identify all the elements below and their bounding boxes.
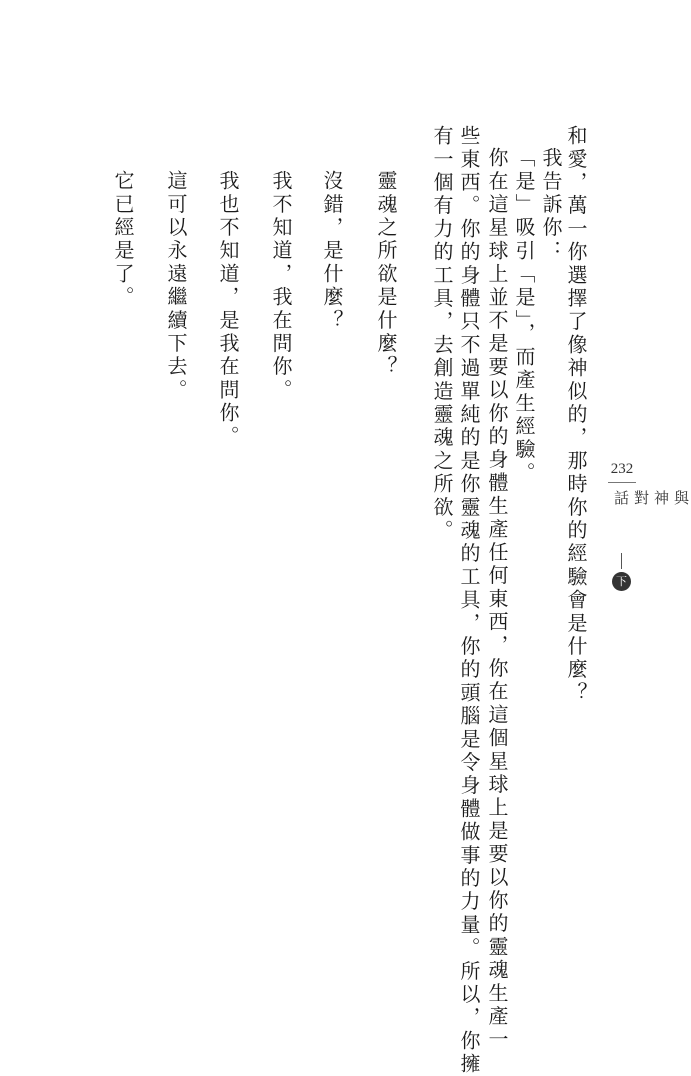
- title-separator: [621, 553, 622, 569]
- text-line-9: 我不知道，我在問你。: [269, 170, 293, 402]
- text-line-1: 和愛，萬一你選擇了像神似的，那時你的經驗會是什麼？: [564, 125, 588, 705]
- text-line-8: 沒錯，是什麼？: [320, 170, 344, 333]
- text-line-5: 些東西。你的身體只不過單純的是你靈魂的工具，你的頭腦是令身體做事的力量。所以，你擁: [457, 125, 481, 1076]
- text-line-7: 靈魂之所欲是什麼？: [374, 170, 398, 379]
- text-line-12: 它已經是了。: [111, 170, 135, 310]
- volume-badge: 下: [612, 572, 631, 591]
- text-line-4: 你在這星球上並不是要以你的身體生產任何東西，你在這個星球上是要以你的靈魂生產一: [485, 147, 509, 1052]
- text-line-10: 我也不知道，是我在問你。: [216, 170, 240, 449]
- text-line-3: 「是」吸引「是」，而產生經驗。: [512, 147, 536, 485]
- text-line-6: 有一個有力的工具，去創造靈魂之所欲。: [430, 125, 454, 543]
- page-number: 232: [610, 461, 634, 477]
- text-line-11: 這可以永遠繼續下去。: [164, 170, 188, 402]
- folio-divider: [608, 482, 636, 483]
- running-book-title: 與神對話: [612, 490, 690, 506]
- text-line-2: 我告訴你：: [539, 147, 563, 263]
